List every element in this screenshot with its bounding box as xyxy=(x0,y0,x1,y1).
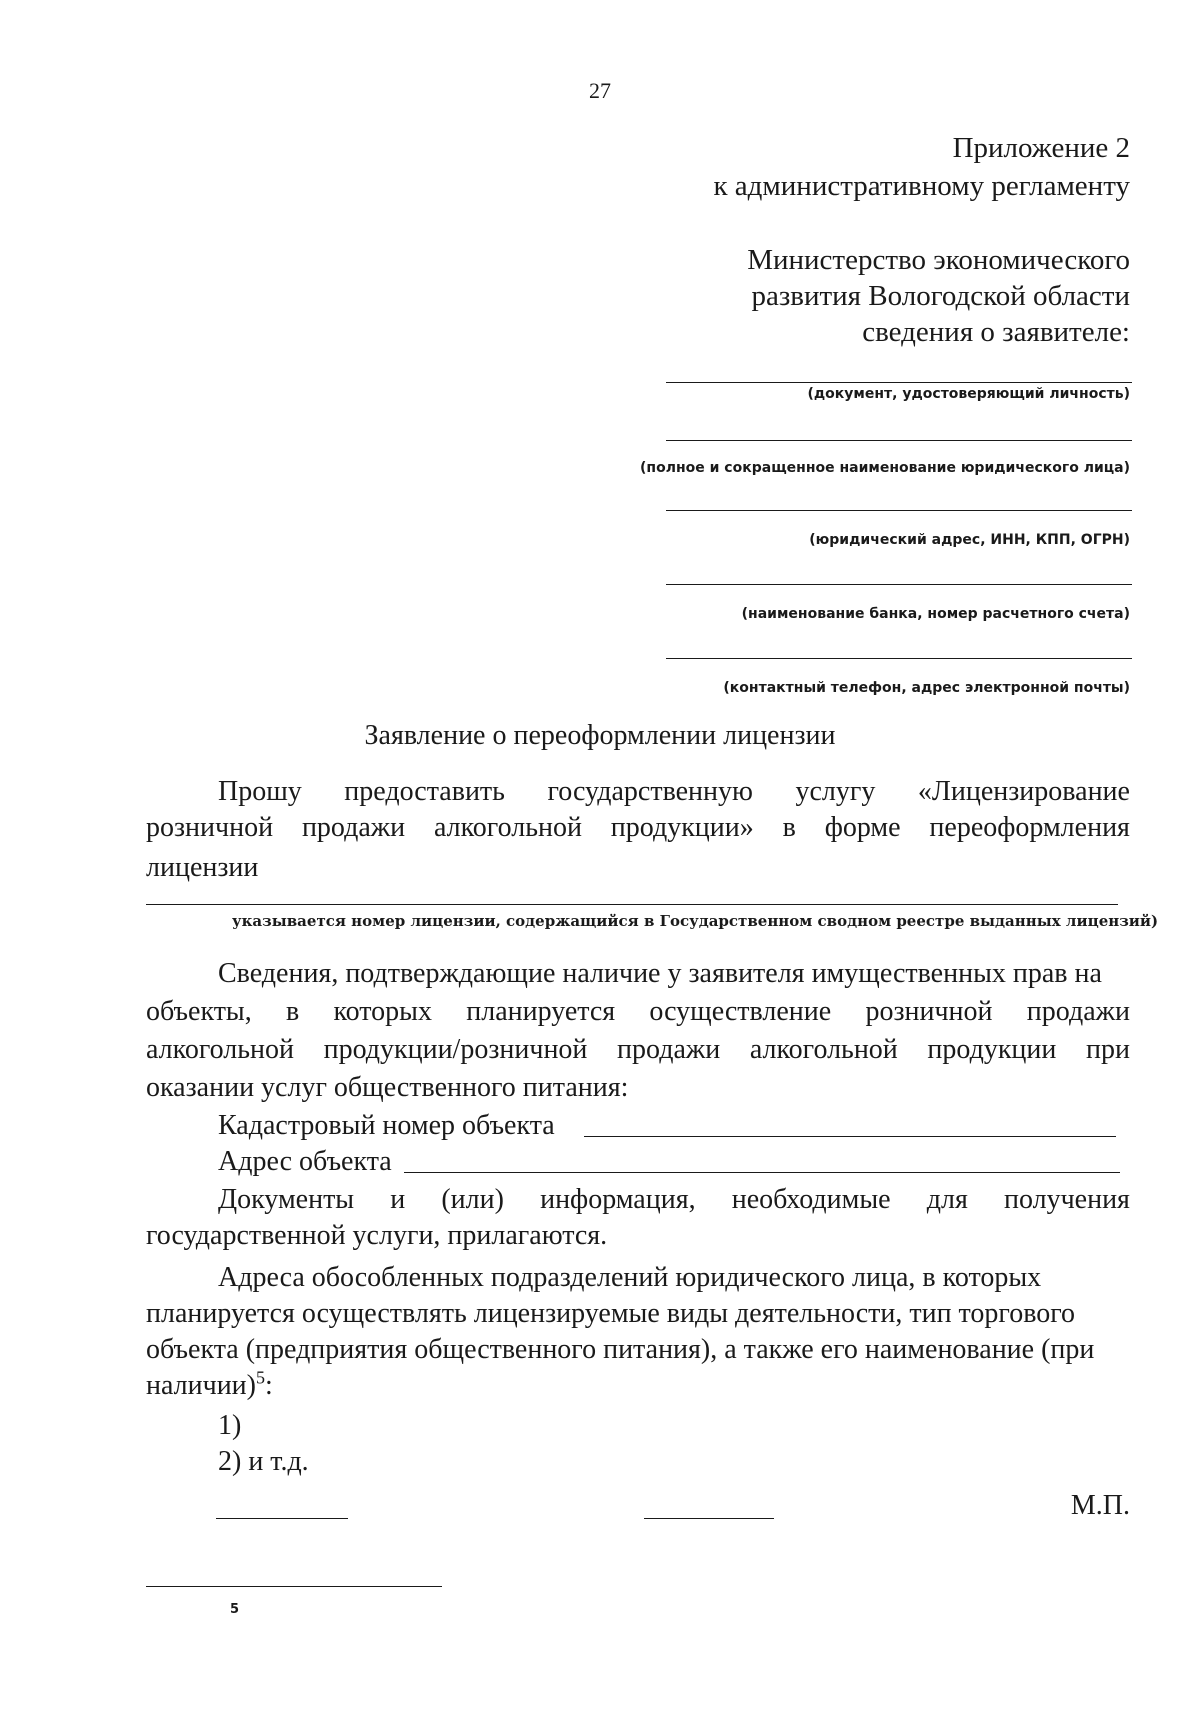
contact-info-line[interactable] xyxy=(666,658,1132,659)
addressee-line-2: развития Вологодской области xyxy=(751,280,1130,312)
word: алкогольной xyxy=(433,812,582,843)
property-line-1: Сведения, подтверждающие наличие у заявителя имущественных прав на xyxy=(218,958,1102,989)
word: алкогольной xyxy=(146,1034,294,1065)
word: планируется xyxy=(466,996,616,1027)
word: форме xyxy=(824,812,901,843)
word: «Лицензирование xyxy=(917,776,1130,807)
property-line-4: оказании услуг общественного питания: xyxy=(146,1072,629,1103)
branches-line-1: Адреса обособленных подразделений юридического лица, в которых xyxy=(218,1262,1042,1293)
word: для xyxy=(926,1184,968,1215)
word: осуществление xyxy=(649,996,832,1027)
legal-address-line[interactable] xyxy=(666,510,1132,511)
word: государственную xyxy=(547,776,753,807)
footnote-separator xyxy=(146,1586,442,1587)
branches-text-end: наличии) xyxy=(146,1370,256,1401)
document-title: Заявление о переоформлении лицензии xyxy=(364,720,836,751)
word: (или) xyxy=(441,1184,504,1215)
footnote-mark: 5 xyxy=(230,1602,240,1617)
word: продукции» xyxy=(610,812,754,843)
bank-details-caption: (наименование банка, номер расчетного счета) xyxy=(741,606,1130,622)
license-number-line[interactable] xyxy=(146,904,1118,905)
word: переоформления xyxy=(929,812,1130,843)
word: в xyxy=(286,996,300,1027)
word: продажи xyxy=(1026,996,1130,1027)
license-number-caption: указывается номер лицензии, содержащийся в Государственном сводном реестре выданных лицензий) xyxy=(232,912,1159,930)
cadastral-number-field[interactable] xyxy=(584,1136,1116,1137)
request-line-1 xyxy=(218,776,1130,808)
page-number: 27 xyxy=(589,78,611,103)
word: Прошу xyxy=(218,776,302,807)
word: Документы xyxy=(218,1184,355,1215)
word: продукции xyxy=(927,1034,1057,1065)
branches-line-4 xyxy=(146,1367,1130,1402)
property-line-2 xyxy=(146,996,1130,1028)
contact-info-caption: (контактный телефон, адрес электронной почты) xyxy=(723,680,1130,696)
object-address-field[interactable] xyxy=(404,1172,1120,1173)
stamp-placeholder: М.П. xyxy=(1070,1490,1130,1521)
branches-line-3: объекта (предприятия общественного питания), а также его наименование (при xyxy=(146,1334,1095,1365)
company-name-caption: (полное и сокращенное наименование юридического лица) xyxy=(640,460,1130,476)
word: продажи xyxy=(301,812,406,843)
request-line-3: лицензии xyxy=(146,852,259,883)
word: и xyxy=(390,1184,406,1215)
identity-document-line[interactable] xyxy=(666,382,1132,383)
cadastral-number-label: Кадастровый номер объекта xyxy=(218,1110,555,1141)
name-line[interactable] xyxy=(644,1518,774,1519)
object-address-label: Адрес объекта xyxy=(218,1146,392,1177)
word: которых xyxy=(333,996,432,1027)
bank-details-line[interactable] xyxy=(666,584,1132,585)
word: информация, xyxy=(540,1184,696,1215)
colon: : xyxy=(265,1370,273,1401)
word: розничной xyxy=(865,996,993,1027)
word: предоставить xyxy=(344,776,505,807)
word: услугу xyxy=(795,776,876,807)
identity-document-caption: (документ, удостоверяющий личность) xyxy=(807,386,1130,402)
branches-line-2: планируется осуществлять лицензируемые виды деятельности, тип торгового xyxy=(146,1298,1076,1329)
word: продажи xyxy=(617,1034,721,1065)
signature-line[interactable] xyxy=(216,1518,348,1519)
documents-line-2: государственной услуги, прилагаются. xyxy=(146,1220,608,1251)
legal-address-caption: (юридический адрес, ИНН, КПП, ОГРН) xyxy=(809,532,1130,548)
company-name-line[interactable] xyxy=(666,440,1132,441)
word: при xyxy=(1086,1034,1130,1065)
request-line-2 xyxy=(146,812,1130,844)
word: алкогольной xyxy=(749,1034,898,1065)
word: необходимые xyxy=(731,1184,891,1215)
word: получения xyxy=(1003,1184,1130,1215)
list-item-1: 1) xyxy=(218,1410,242,1441)
word: объекты, xyxy=(146,996,252,1027)
applicant-info-heading: сведения о заявителе: xyxy=(862,316,1130,348)
property-line-3 xyxy=(146,1034,1130,1066)
list-item-2: 2) и т.д. xyxy=(218,1446,309,1477)
documents-line-1 xyxy=(218,1184,1130,1216)
word: розничной xyxy=(146,812,274,843)
appendix-reference: к административному регламенту xyxy=(713,170,1130,202)
word: в xyxy=(782,812,796,843)
appendix-number: Приложение 2 xyxy=(952,132,1130,164)
footnote-reference: 5 xyxy=(256,1367,265,1388)
word: продукции/розничной xyxy=(323,1034,588,1065)
addressee-line-1: Министерство экономического xyxy=(747,244,1130,276)
